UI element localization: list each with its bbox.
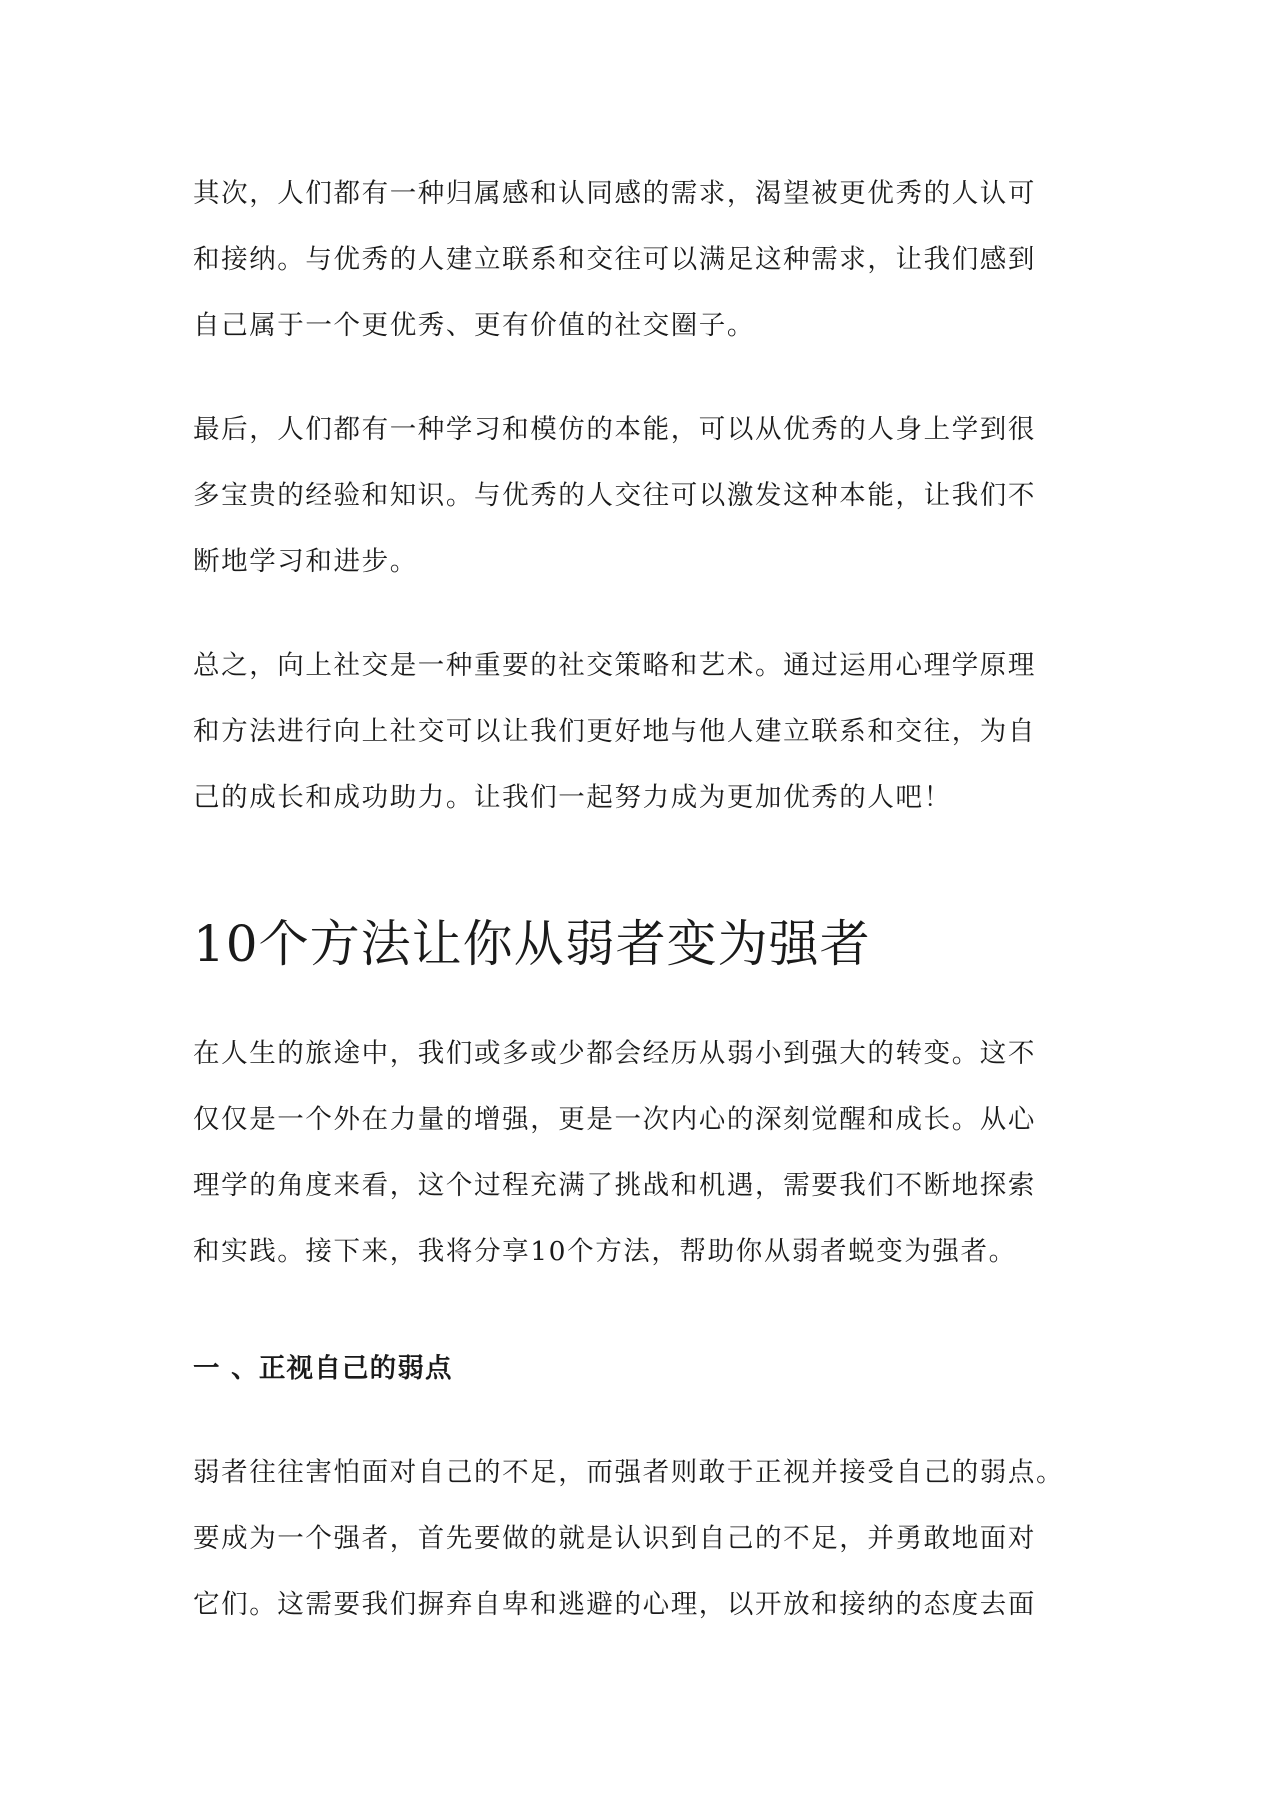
text-line: 理学的角度来看，这个过程充满了挑战和机遇，需要我们不断地探索 (193, 1170, 1036, 1201)
section-heading: 一 、正视自己的弱点 (193, 1353, 453, 1384)
text-line: 己的成长和成功助力。让我们一起努力成为更加优秀的人吧！ (193, 782, 952, 813)
main-heading: 10个方法让你从弱者变为强者 (193, 915, 871, 973)
text-line: 在人生的旅途中，我们或多或少都会经历从弱小到强大的转变。这不 (193, 1038, 1036, 1069)
text-line: 总之，向上社交是一种重要的社交策略和艺术。通过运用心理学原理 (193, 650, 1036, 681)
text-line: 弱者往往害怕面对自己的不足，而强者则敢于正视并接受自己的弱点。 (193, 1457, 1065, 1488)
text-line: 最后，人们都有一种学习和模仿的本能，可以从优秀的人身上学到很 (193, 414, 1036, 445)
text-line: 其次，人们都有一种归属感和认同感的需求，渴望被更优秀的人认可 (193, 178, 1036, 209)
text-line: 和接纳。与优秀的人建立联系和交往可以满足这种需求，让我们感到 (193, 244, 1036, 275)
text-line: 自己属于一个更优秀、更有价值的社交圈子。 (193, 310, 755, 341)
text-line: 和实践。接下来，我将分享10个方法，帮助你从弱者蜕变为强者。 (193, 1236, 1017, 1267)
text-line: 和方法进行向上社交可以让我们更好地与他人建立联系和交往，为自 (193, 716, 1036, 747)
text-line: 仅仅是一个外在力量的增强，更是一次内心的深刻觉醒和成长。从心 (193, 1104, 1036, 1135)
text-line: 多宝贵的经验和知识。与优秀的人交往可以激发这种本能，让我们不 (193, 480, 1036, 511)
text-line: 要成为一个强者，首先要做的就是认识到自己的不足，并勇敢地面对 (193, 1523, 1036, 1554)
text-line: 它们。这需要我们摒弃自卑和逃避的心理，以开放和接纳的态度去面 (193, 1589, 1036, 1620)
text-line: 断地学习和进步。 (193, 546, 418, 577)
